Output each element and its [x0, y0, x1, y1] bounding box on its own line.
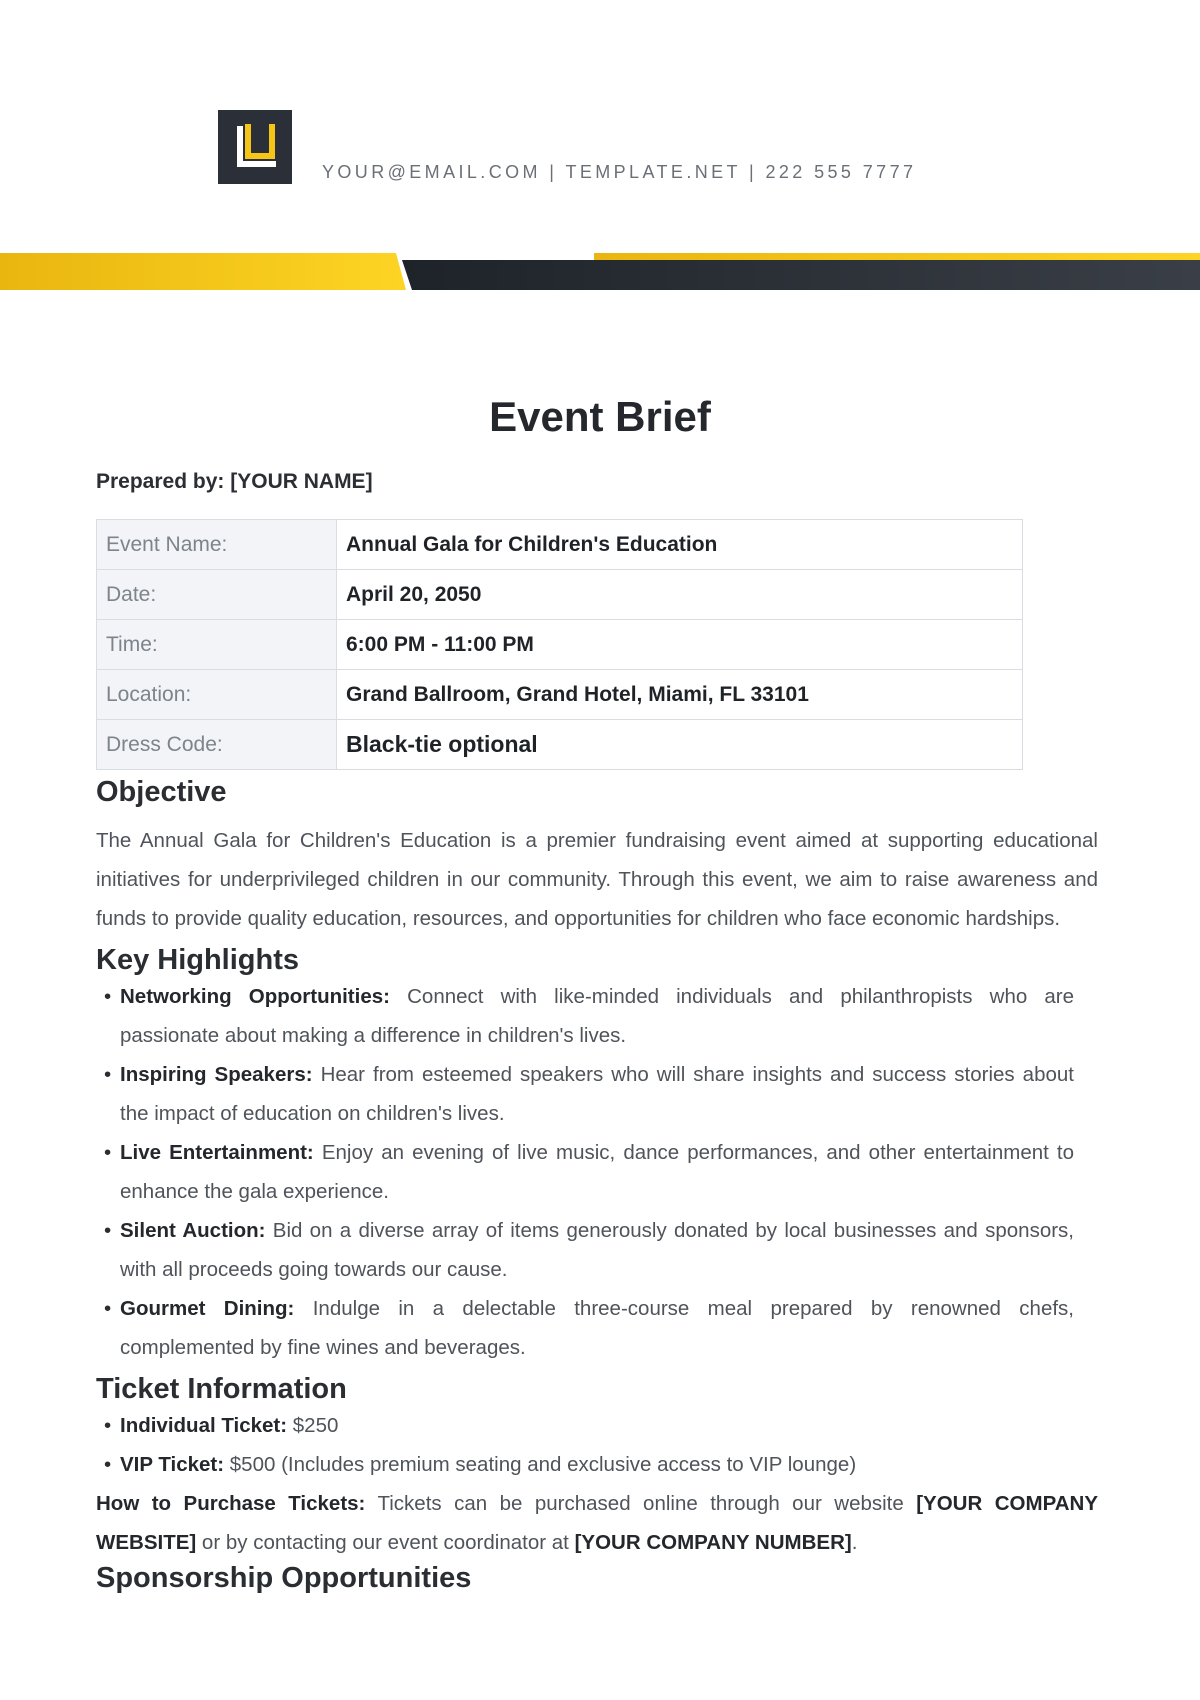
- prepared-by-label: Prepared by:: [96, 470, 225, 493]
- list-item: [96, 1406, 1074, 1445]
- contact-line: YOUR@EMAIL.COM | TEMPLATE.NET | 222 555 7777: [322, 162, 917, 182]
- key-highlights-heading: Key Highlights: [96, 944, 300, 976]
- table-row: [97, 720, 1023, 770]
- company-website-placeholder: [YOUR COMPANY WEBSITE]: [96, 1492, 1099, 1554]
- purchase-text: Tickets can be purchased online through our website: [377, 1492, 904, 1515]
- highlight-title: Gourmet Dining:: [120, 1297, 295, 1320]
- time-label: Time:: [97, 620, 337, 670]
- list-item: [96, 977, 1074, 1055]
- date-label: Date:: [97, 570, 337, 620]
- time-value: 6:00 PM - 11:00 PM: [337, 620, 1023, 670]
- ticket-type: Individual Ticket:: [120, 1414, 288, 1437]
- document-title: Event Brief: [489, 393, 711, 440]
- table-row: [97, 670, 1023, 720]
- highlight-text: Connect with like-minded individuals and philanthropists who are passionate about making a difference in children's lives.: [120, 985, 1075, 1047]
- highlight-title: Inspiring Speakers:: [120, 1063, 313, 1086]
- ticket-type: VIP Ticket:: [120, 1453, 225, 1476]
- list-item: [96, 1289, 1074, 1367]
- document-body: [96, 470, 1098, 1595]
- header-accent-band: [0, 250, 1200, 292]
- company-logo: [218, 110, 292, 184]
- prepared-by: [96, 470, 1098, 494]
- location-label: Location:: [97, 670, 337, 720]
- company-number-placeholder: [YOUR COMPANY NUMBER]: [574, 1531, 852, 1554]
- highlight-text: Hear from esteemed speakers who will share insights and success stories about the impact of education on children's lives.: [120, 1063, 1074, 1125]
- ticket-price: $250: [292, 1414, 339, 1437]
- sponsorship-heading: Sponsorship Opportunities: [96, 1562, 472, 1594]
- list-item: [96, 1445, 1074, 1484]
- objective-text: The Annual Gala for Children's Education is a premier fundraising event aimed at supporting educational initiatives for underprivileged children in our community. Through this event, we aim to raise awareness and funds to provide quality education, resources, and opportunities for children who face economic hardships.: [96, 829, 1098, 930]
- event-name-value: Annual Gala for Children's Education: [337, 520, 1023, 570]
- event-name-label: Event Name:: [97, 520, 337, 570]
- ticket-information-heading: Ticket Information: [96, 1373, 347, 1405]
- table-row: [97, 570, 1023, 620]
- prepared-by-value: [YOUR NAME]: [230, 470, 373, 493]
- purchase-end: .: [851, 1531, 858, 1554]
- list-item: [96, 1055, 1074, 1133]
- event-details-table: [96, 519, 1023, 770]
- list-item: [96, 1133, 1074, 1211]
- objective-heading: Objective: [96, 776, 227, 808]
- highlight-title: Live Entertainment:: [120, 1141, 314, 1164]
- dress-code-value: Black-tie optional: [337, 720, 1023, 770]
- highlight-title: Silent Auction:: [120, 1219, 266, 1242]
- date-value: April 20, 2050: [337, 570, 1023, 620]
- highlight-text: Bid on a diverse array of items generously donated by local businesses and sponsors, with all proceeds going towards our cause.: [120, 1219, 1074, 1281]
- key-highlights-list: [96, 977, 1098, 1367]
- purchase-label: How to Purchase Tickets:: [96, 1492, 366, 1515]
- logo-mark-icon: [218, 110, 292, 184]
- highlight-text: Enjoy an evening of live music, dance performances, and other entertainment to enhance the gala experience.: [120, 1141, 1075, 1203]
- highlight-text: Indulge in a delectable three-course meal prepared by renowned chefs, complemented by fine wines and beverages.: [120, 1297, 1074, 1359]
- list-item: [96, 1211, 1074, 1289]
- location-value: Grand Ballroom, Grand Hotel, Miami, FL 33101: [337, 670, 1023, 720]
- ticket-price: $500 (Includes premium seating and exclusive access to VIP lounge): [229, 1453, 857, 1476]
- table-row: [97, 620, 1023, 670]
- purchase-instructions: [96, 1484, 1098, 1562]
- highlight-title: Networking Opportunities:: [120, 985, 390, 1008]
- purchase-text: or by contacting our event coordinator at: [201, 1531, 569, 1554]
- table-row: [97, 520, 1023, 570]
- ticket-list: [96, 1406, 1098, 1484]
- dress-code-label: Dress Code:: [97, 720, 337, 770]
